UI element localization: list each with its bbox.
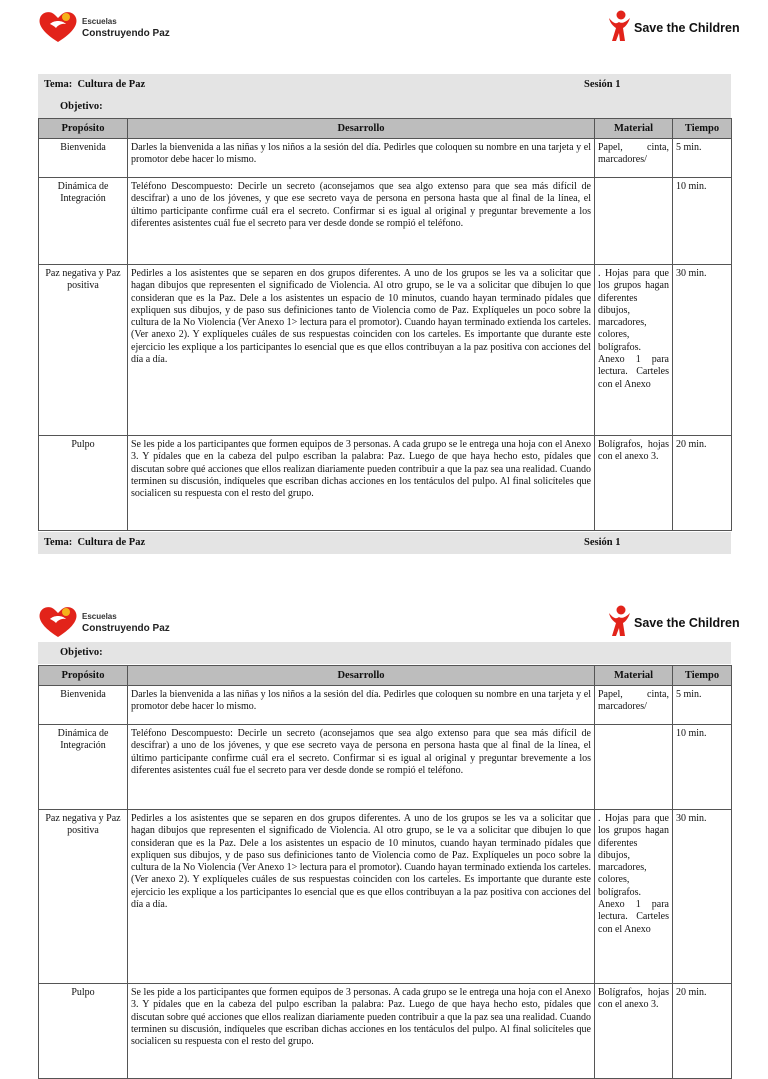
- child-figure-icon: [606, 10, 632, 42]
- cell-desarrollo: Darles la bienvenida a las niñas y los niños a la sesión del día. Pedirles que coloquen su nombre en una tarjeta y el promotor debe hacer lo mismo.: [128, 686, 595, 725]
- table-header-row: [39, 119, 732, 139]
- cell-material: Bolígrafos, hojas con el anexo 3.: [595, 984, 673, 1079]
- save-the-children-logo: [606, 605, 740, 639]
- tema-label: Tema:: [44, 537, 73, 548]
- cell-tiempo: 30 min.: [673, 265, 732, 436]
- cell-material: Bolígrafos, hojas con el anexo 3.: [595, 436, 673, 531]
- table-row: [39, 810, 732, 984]
- save-the-children-text: Save the Children: [634, 21, 740, 35]
- logo-left-line1: Escuelas: [82, 612, 117, 621]
- cell-desarrollo: Darles la bienvenida a las niñas y los niños a la sesión del día. Pedirles que coloquen su nombre en una tarjeta y el promotor debe hacer lo mismo.: [128, 139, 595, 178]
- header-material: Material: [595, 666, 673, 686]
- tema-value: Cultura de Paz: [77, 537, 146, 548]
- logo-left-line2: Construyendo Paz: [82, 28, 170, 39]
- header-tiempo: Tiempo: [673, 666, 732, 686]
- tema-bar: [38, 74, 731, 96]
- cell-proposito: Paz negativa y Paz positiva: [39, 810, 128, 984]
- cell-desarrollo: Teléfono Descompuesto: Decirle un secreto (aconsejamos que sea algo extenso para que sea más difícil de descifrar) a uno de los jóvenes, y que ese secreto vaya de persona en persona hasta que al final de la línea, el último participante confirme cuál era el secreto. Confirmar si es igual al original y preguntar brevemente a los diferentes asistentes cuál fue el secreto para ver desde donde se rompió el teléfono.: [128, 725, 595, 810]
- cell-desarrollo: Se les pide a los participantes que formen equipos de 3 personas. A cada grupo se le entrega una hoja con el Anexo 3. Y pídales que en la cabeza del pulpo escriban la palabra: Paz. Luego de que haya hecho esto, pídales que discutan sobre qué acciones que ellos realizan diariamente pueden contribuir a que la paz sea una realidad. Cuando terminen su discusión, indíqueles que escriban dichas acciones en los tentáculos del pulpo. Al final solicíteles que socialicen su respuesta con el resto del grupo.: [128, 984, 595, 1079]
- sesion-label: Sesión 1: [584, 537, 621, 548]
- cell-material: Papel, cinta, marcadores/: [595, 139, 673, 178]
- cell-desarrollo: Pedirles a los asistentes que se separen en dos grupos diferentes. A uno de los grupos se les va a solicitar que hagan dibujos que representen el significado de Violencia. Al otro grupo, se le va a solicitar que dibujen lo que consideran que es la Paz. Dele a los asistentes un espacio de 10 minutos, cuando hayan terminado pídales que expliquen sus dibujos, y de paso sus definiciones tanto de Violencia como de Paz. Explíqueles un poco sobre la cultura de la No Violencia (Ver Anexo 1> lectura para el promotor). Cuando hayan terminado extienda los carteles. (Ver anexo 2). Y explíqueles cuáles de sus respuestas coinciden con los carteles. Es importante que durante este ejercicio les explique a los participantes lo esencial que es que ellos contribuyan a la paz positiva con acciones del día a día.: [128, 810, 595, 984]
- cell-desarrollo: Se les pide a los participantes que formen equipos de 3 personas. A cada grupo se le entrega una hoja con el Anexo 3. Y pídales que en la cabeza del pulpo escriban la palabra: Paz. Luego de que haya hecho esto, pídales que discutan sobre qué acciones que ellos realizan diariamente pueden contribuir a que la paz sea una realidad. Cuando terminen su discusión, indíqueles que escriban dichas acciones en los tentáculos del pulpo. Al final solicíteles que socialicen su respuesta con el resto del grupo.: [128, 436, 595, 531]
- document-page-2: [0, 595, 768, 1048]
- cell-tiempo: 20 min.: [673, 984, 732, 1079]
- cell-proposito: Paz negativa y Paz positiva: [39, 265, 128, 436]
- escuelas-construyendo-paz-logo: [36, 603, 196, 643]
- logo-left-line1: Escuelas: [82, 17, 117, 26]
- table-row: [39, 984, 732, 1079]
- cell-material: . Hojas para que los grupos hagan diferentes dibujos, marcadores, colores, bolígrafos. Anexo 1 para lectura. Carteles con el Anexo: [595, 810, 673, 984]
- cell-tiempo: 10 min.: [673, 725, 732, 810]
- table-row: [39, 178, 732, 265]
- table-row: [39, 725, 732, 810]
- cell-desarrollo: Teléfono Descompuesto: Decirle un secreto (aconsejamos que sea algo extenso para que sea más difícil de descifrar) a uno de los jóvenes, y que ese secreto vaya de persona en persona hasta que al final de la línea, el último participante confirme cuál era el secreto. Confirmar si es igual al original y preguntar brevemente a los diferentes asistentes cuál fue el secreto para ver desde donde se rompió el teléfono.: [128, 178, 595, 265]
- cell-tiempo: 5 min.: [673, 686, 732, 725]
- cell-tiempo: 10 min.: [673, 178, 732, 265]
- table-row: [39, 686, 732, 725]
- header-desarrollo: Desarrollo: [128, 666, 595, 686]
- cell-material: [595, 725, 673, 810]
- cell-desarrollo: Pedirles a los asistentes que se separen en dos grupos diferentes. A uno de los grupos se les va a solicitar que hagan dibujos que representen el significado de Violencia. Al otro grupo, se le va a solicitar que dibujen lo que consideran que es la Paz. Dele a los asistentes un espacio de 10 minutos, cuando hayan terminado pídales que expliquen sus dibujos, y de paso sus definiciones tanto de Violencia como de Paz. Explíqueles un poco sobre la cultura de la No Violencia (Ver Anexo 1> lectura para el promotor). Cuando hayan terminado extienda los carteles. (Ver anexo 2). Y explíqueles cuáles de sus respuestas coinciden con los carteles. Es importante que durante este ejercicio les explique a los participantes lo esencial que es que ellos contribuyan a la paz positiva con acciones del día a día.: [128, 265, 595, 436]
- header-material: Material: [595, 119, 673, 139]
- objetivo-label: Objetivo:: [60, 101, 103, 112]
- tema-footer-bar: [38, 532, 731, 554]
- tema-value: Cultura de Paz: [77, 79, 146, 90]
- header-desarrollo: Desarrollo: [128, 119, 595, 139]
- table-row: [39, 139, 732, 178]
- cell-proposito: Pulpo: [39, 984, 128, 1079]
- session-plan-table: [38, 118, 732, 531]
- header-proposito: Propósito: [39, 666, 128, 686]
- objetivo-label: Objetivo:: [60, 647, 103, 658]
- cell-proposito: Bienvenida: [39, 686, 128, 725]
- header-proposito: Propósito: [39, 119, 128, 139]
- cell-tiempo: 5 min.: [673, 139, 732, 178]
- table-header-row: [39, 666, 732, 686]
- tema-label: Tema:: [44, 79, 73, 90]
- cell-proposito: Bienvenida: [39, 139, 128, 178]
- table-row: [39, 265, 732, 436]
- logo-left-line2: Construyendo Paz: [82, 623, 170, 634]
- tema-line: [44, 537, 145, 548]
- heart-dove-icon: [36, 603, 80, 641]
- save-the-children-text: Save the Children: [634, 616, 740, 630]
- cell-material: . Hojas para que los grupos hagan diferentes dibujos, marcadores, colores, bolígrafos. Anexo 1 para lectura. Carteles con el Anexo: [595, 265, 673, 436]
- objetivo-bar: [38, 642, 731, 664]
- cell-tiempo: 30 min.: [673, 810, 732, 984]
- objetivo-bar: [38, 96, 731, 118]
- sesion-label: Sesión 1: [584, 79, 621, 90]
- heart-dove-icon: [36, 8, 80, 46]
- header-tiempo: Tiempo: [673, 119, 732, 139]
- table-row: [39, 436, 732, 531]
- session-plan-table: [38, 665, 732, 1079]
- escuelas-construyendo-paz-logo: [36, 8, 196, 48]
- save-the-children-logo: [606, 10, 740, 44]
- cell-proposito: Dinámica de Integración: [39, 178, 128, 265]
- child-figure-icon: [606, 605, 632, 637]
- cell-proposito: Pulpo: [39, 436, 128, 531]
- cell-tiempo: 20 min.: [673, 436, 732, 531]
- cell-proposito: Dinámica de Integración: [39, 725, 128, 810]
- cell-material: Papel, cinta, marcadores/: [595, 686, 673, 725]
- tema-line: [44, 79, 145, 90]
- cell-material: [595, 178, 673, 265]
